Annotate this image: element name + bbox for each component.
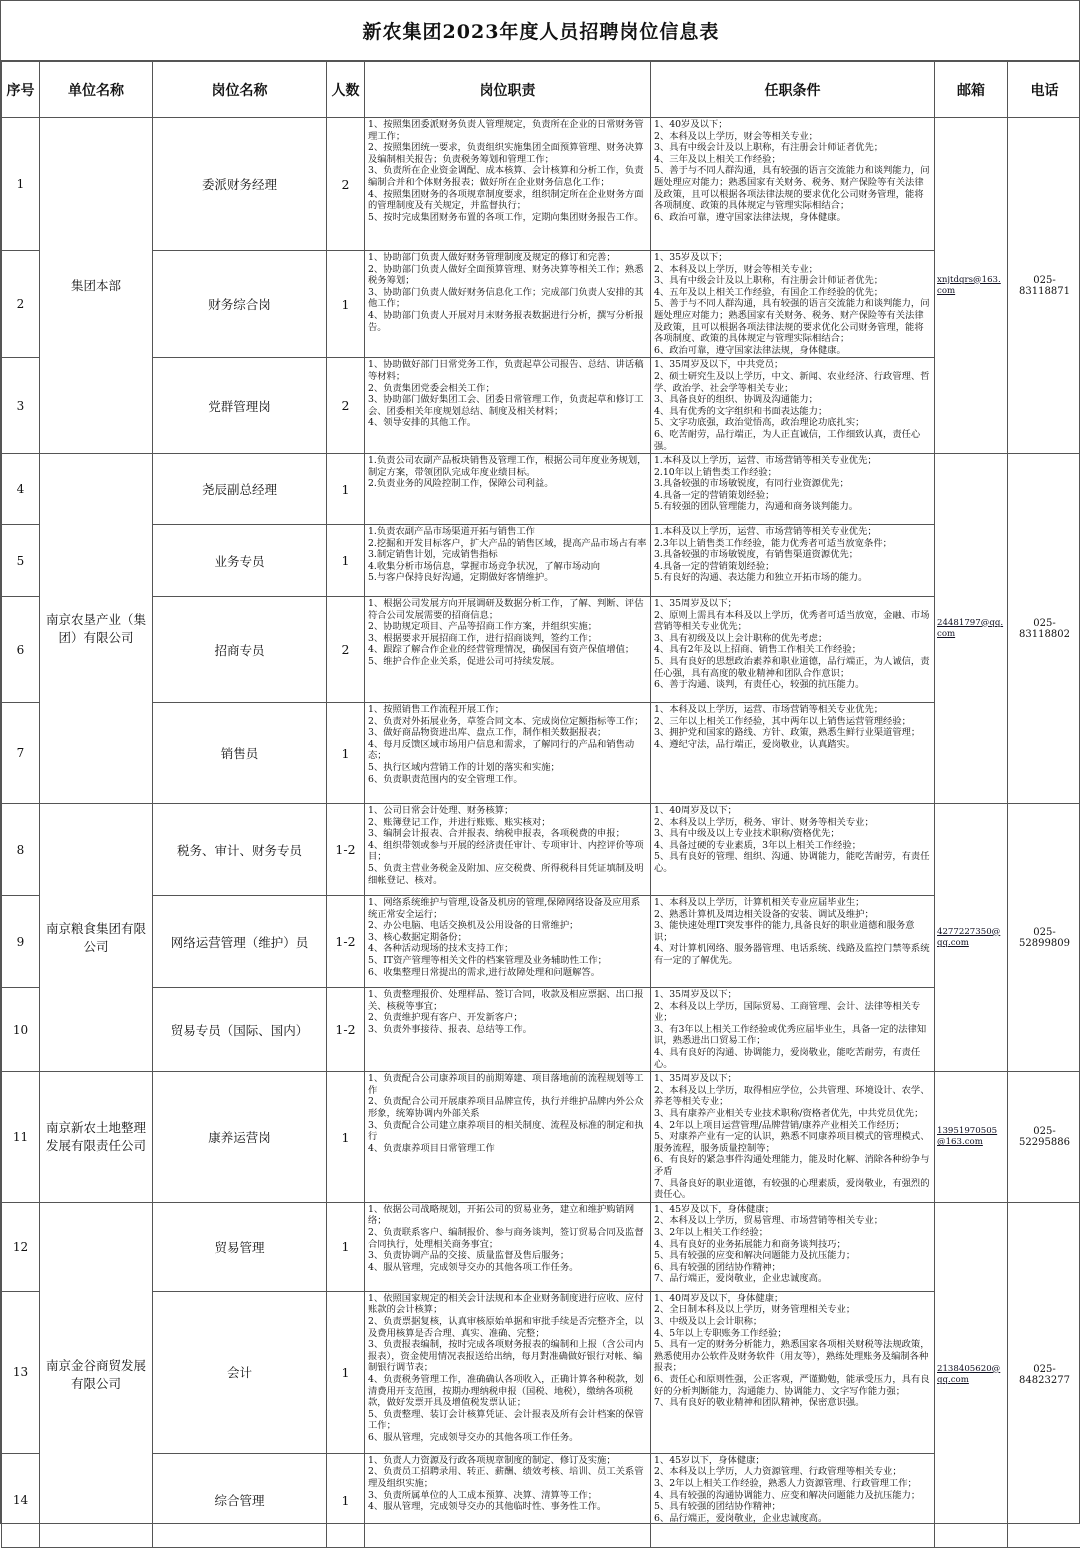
text-line: 2、本科及以上学历，税务、审计、财务等相关专业； <box>654 817 931 829</box>
text-line: 2、本科及以上学历，贸易管理、市场营销等相关专业； <box>654 1215 931 1227</box>
text-line: 1、35周岁及以下； <box>654 989 931 1001</box>
phone-cell: 025-83118871 <box>1008 118 1080 454</box>
text-line: 7、品行端正，爱岗敬业，企业忠诚度高。 <box>654 1273 931 1285</box>
text-line: 4.具备一定的营销策划经验； <box>654 561 931 573</box>
email-cell <box>935 454 1008 804</box>
duties-cell <box>365 1072 651 1203</box>
head-count: 1 <box>327 1291 365 1453</box>
unit-name: 南京金谷商贸发展有限公司 <box>40 1202 153 1547</box>
text-line: 4、遵纪守法，品行端正，爱岗敬业，认真踏实。 <box>654 739 931 751</box>
position-name: 会计 <box>153 1291 327 1453</box>
text-line: 5、执行区域内营销工作的计划的落实和实施； <box>368 762 647 774</box>
table-row <box>2 251 1080 358</box>
header-unit: 单位名称 <box>40 62 153 118</box>
head-count: 2 <box>327 118 365 251</box>
requirements-cell <box>651 703 935 804</box>
duties-cell <box>365 896 651 988</box>
head-count: 1 <box>327 1072 365 1203</box>
duties-cell <box>365 251 651 358</box>
position-name: 党群管理岗 <box>153 358 327 454</box>
duties-cell <box>365 988 651 1072</box>
row-index: 2 <box>2 251 40 358</box>
email-cell <box>935 118 1008 454</box>
text-line: 4、5年以上专职账务工作经验； <box>654 1328 931 1340</box>
text-line: 3、负责协调产品的交接、质量监督及售后服务； <box>368 1250 647 1262</box>
text-line: 6、服从管理，完成领导交办的其他各项工作任务。 <box>368 1432 647 1444</box>
text-line: 1、公司日常会计处理、财务核算； <box>368 805 647 817</box>
text-line: 5、具有较强的应变和解决问题能力及抗压能力； <box>654 1250 931 1262</box>
position-name: 招商专员 <box>153 597 327 703</box>
text-line: 6、吃苦耐劳，品行端正，为人正直诚信，工作细致认真，责任心强。 <box>654 429 931 452</box>
table-row <box>2 1291 1080 1453</box>
text-line: 2、账簿登记工作，并进行账账、账实核对； <box>368 817 647 829</box>
text-line: 1、40周岁及以下； <box>654 805 931 817</box>
text-line: 2、协助规定项目、产品等招商工作方案，并组织实施； <box>368 621 647 633</box>
text-line: 1.负责公司农副产品板块销售及管理工作，根据公司年度业务规划，制定方案，带领团队完成年度业绩目标。 <box>368 455 647 478</box>
text-line: 3、负责外事接待、报表、总结等工作。 <box>368 1024 647 1036</box>
text-line: 7、具备良好的职业道德，有较强的心理素质，爱岗敬业，有强烈的责任心。 <box>654 1178 931 1201</box>
table-row <box>2 1202 1080 1291</box>
table-row <box>2 804 1080 896</box>
text-line: 3、负责报表编制，按时完成各项财务报表的编制和上报（含公司内报表），资金使用情况表报送给出纳，每月對准确做好银行对帐、编制银行调节表； <box>368 1339 647 1374</box>
requirements-cell <box>651 896 935 988</box>
requirements-cell <box>651 804 935 896</box>
text-line: 3、根据要求开展招商工作，进行招商谈判，签约工作； <box>368 633 647 645</box>
text-line: 5、按时完成集团财务布置的各项工作，定期向集团财务报告工作。 <box>368 212 647 224</box>
requirements-cell <box>651 251 935 358</box>
text-line: 2、三年以上相关工作经验，其中两年以上销售运营管理经验； <box>654 716 931 728</box>
row-index: 9 <box>2 896 40 988</box>
text-line: 3、负责配合公司建立康养项目的相关制度、流程及标准的制定和执行 <box>368 1120 647 1143</box>
requirements-cell <box>651 1291 935 1453</box>
text-line: 3、2年以上相关工作经验； <box>654 1227 931 1239</box>
text-line: 3、负责所属单位的人工成本预算、决算、清算等工作； <box>368 1490 647 1502</box>
row-index: 12 <box>2 1202 40 1291</box>
header-email: 邮箱 <box>935 62 1008 118</box>
text-line: 4、服从管理，完成领导交办的其他临时性、事务性工作。 <box>368 1501 647 1513</box>
header-phone: 电话 <box>1008 62 1080 118</box>
text-line: 4、对计算机网络、服务器管理、电话系统、线路及监控门禁等系统有一定的了解优先。 <box>654 943 931 966</box>
text-line: 5、负责主营业务税金及附加、应交税费、所得税科目凭证填制及明细帐登记、核对。 <box>368 863 647 886</box>
table-header-row <box>2 62 1080 118</box>
text-line: 5、具有较强的团结协作精神； <box>654 1501 931 1513</box>
text-line: 5、具有一定的财务分析能力，熟悉国家各项相关财税等法规政策，熟悉使用办公软件及财务软件（用友等），熟练处理账务及编制各种报表； <box>654 1339 931 1374</box>
header-index: 序号 <box>2 62 40 118</box>
text-line: 4、按照集团财务的各项规章制度要求，组织制定所在企业财务方面的管理制度及有关规定，并监督执行； <box>368 189 647 212</box>
requirements-cell <box>651 118 935 251</box>
text-line: 3、核心数据定期备份； <box>368 932 647 944</box>
text-line: 1、本科及以上学历，计算机相关专业应届毕业生； <box>654 897 931 909</box>
text-line: 6、有良好的紧急事件沟通处理能力，能及时化解、消除各种纷争与矛盾 <box>654 1154 931 1177</box>
text-line: 1、按照集团委派财务负责人管理规定，负责所在企业的日常财务管理工作； <box>368 119 647 142</box>
text-line: 2、本科及以上学历，取得相应学位，公共管理、环境设计、农学、养老等相关专业； <box>654 1085 931 1108</box>
text-line: 2、负责对外拓展业务，草签合同文本、完成岗位定额指标等工作； <box>368 716 647 728</box>
text-line: 4、具备过硬的专业素质，3年以上相关工作经验； <box>654 840 931 852</box>
text-line: 4、具有较强的沟通协调能力、应变和解决问题能力及抗压能力； <box>654 1490 931 1502</box>
requirements-cell <box>651 988 935 1072</box>
text-line: 4、具有良好的沟通、协调能力，爱岗敬业，能吃苦耐劳，有责任心。 <box>654 1047 931 1070</box>
duties-cell <box>365 1291 651 1453</box>
duties-cell <box>365 358 651 454</box>
text-line: 2、负责票据复核，认真审核原始单据和审批手续是否完整齐全，以及费用核算是否合理、真实、准确、完整； <box>368 1316 647 1339</box>
unit-name: 南京粮食集团有限公司 <box>40 804 153 1072</box>
text-line: 5、具有良好的管理、组织、沟通、协调能力，能吃苦耐劳，有责任心。 <box>654 851 931 874</box>
text-line: 1、35周岁及以下，中共党员； <box>654 359 931 371</box>
table-row <box>2 703 1080 804</box>
text-line: 1、按照销售工作流程开展工作； <box>368 704 647 716</box>
text-line: 1.本科及以上学历，运营、市场营销等相关专业优先； <box>654 455 931 467</box>
text-line: 3、2年以上相关工作经验，熟悉人力资源管理、行政管理工作； <box>654 1478 931 1490</box>
text-line: 1、依据公司战略规划，开拓公司的贸易业务，建立和维护购销网络； <box>368 1204 647 1227</box>
text-line: 2、全日制本科及以上学历，财务管理相关专业； <box>654 1304 931 1316</box>
text-line: 5.有较强的团队管理能力，沟通和商务谈判能力。 <box>654 501 931 513</box>
text-line: 2、协助部门负责人做好全面预算管理、财务决算等相关工作；熟悉税务筹划； <box>368 264 647 287</box>
text-line: 2、本科及以上学历，财会等相关专业； <box>654 131 931 143</box>
table-row <box>2 454 1080 525</box>
position-name: 税务、审计、财务专员 <box>153 804 327 896</box>
text-line: 5、对康养产业有一定的认识，熟悉不同康养项目模式的管理模式、服务流程，服务质量控制等； <box>654 1131 931 1154</box>
text-line: 2、按照集团统一要求，负责组织实施集团全面预算管理、财务决算及编制相关报告；负责税务筹划和管理工作； <box>368 142 647 165</box>
text-line: 2、负责员工招聘录用、转正、薪酬、绩效考核、培训、员工关系管理及组织实施； <box>368 1466 647 1489</box>
row-index: 13 <box>2 1291 40 1453</box>
email-cell <box>935 1072 1008 1203</box>
text-line: 3、负责所在企业资金调配、成本核算、会计核算和分析工作，负责编制合并和个体财务报表；做好所在企业财务信息化工作； <box>368 165 647 188</box>
text-line: 4、具有良好的业务拓展能力和商务谈判技巧； <box>654 1239 931 1251</box>
head-count: 2 <box>327 597 365 703</box>
phone-cell: 025-52899809 <box>1008 804 1080 1072</box>
duties-cell <box>365 454 651 525</box>
head-count: 1 <box>327 1453 365 1547</box>
text-line: 6、责任心和原则性强，公正客观，严谨勤勉，能承受压力，具有良好的分析判断能力，沟通能力、协调能力、文字写作能力强； <box>654 1374 931 1397</box>
table-row <box>2 988 1080 1072</box>
text-line: 4、具有2年及以上招商、销售工作相关工作经验； <box>654 644 931 656</box>
text-line: 2、负责联系客户、编制报价、参与商务谈判，签订贸易合同及监督合同执行，处理相关商务事宜； <box>368 1227 647 1250</box>
text-line: 4、组织带领或参与开展的经济责任审计、专项审计、内控评价等项目； <box>368 840 647 863</box>
head-count: 1-2 <box>327 804 365 896</box>
requirements-cell <box>651 525 935 597</box>
text-line: 5.有良好的沟通、表达能力和独立开拓市场的能力。 <box>654 572 931 584</box>
requirements-cell <box>651 597 935 703</box>
position-name: 贸易管理 <box>153 1202 327 1291</box>
text-line: 6、善于沟通、谈判，有责任心，较强的抗压能力。 <box>654 679 931 691</box>
text-line: 2、本科及以上学历，财会等相关专业； <box>654 264 931 276</box>
text-line: 3、具备良好的组织、协调及沟通能力； <box>654 394 931 406</box>
header-position: 岗位名称 <box>153 62 327 118</box>
text-line: 5、IT资产管理等相关文件的档案管理及业务辅助性工作； <box>368 955 647 967</box>
text-line: 3、具有初级及以上会计职称的优先考虑； <box>654 633 931 645</box>
header-requirements: 任职条件 <box>651 62 935 118</box>
phone-cell: 025-84823277 <box>1008 1202 1080 1547</box>
email-cell <box>935 1202 1008 1547</box>
text-line: 3、协助部门负责人做好财务信息化工作；完成部门负责人安排的其他工作； <box>368 287 647 310</box>
requirements-cell <box>651 1202 935 1291</box>
text-line: 3、具有中级及以上专业技术职称/资格优先； <box>654 828 931 840</box>
row-index: 11 <box>2 1072 40 1203</box>
text-line: 4、服从管理，完成领导交办的其他各项工作任务。 <box>368 1262 647 1274</box>
table-row <box>2 896 1080 988</box>
duties-cell <box>365 525 651 597</box>
text-line: 3、中级及以上会计职称； <box>654 1316 931 1328</box>
text-line: 1、35周岁及以下； <box>654 1073 931 1085</box>
text-line: 1、45岁及以下，身体健康； <box>654 1204 931 1216</box>
text-line: 3、具有中级会计及以上职称，有注册会计师证者优先； <box>654 142 931 154</box>
table-row <box>2 1072 1080 1203</box>
text-line: 6、政治可靠，遵守国家法律法规，身体健康。 <box>654 212 931 224</box>
head-count: 1 <box>327 454 365 525</box>
text-line: 2、负责配合公司开展康养项目品牌宣传，执行并维护品牌内外公众形象，统筹协调内外部关系 <box>368 1096 647 1119</box>
text-line: 3、能快速处理IT突发事件的能力,具备良好的职业道德和服务意识； <box>654 920 931 943</box>
position-name: 财务综合岗 <box>153 251 327 358</box>
text-line: 2.3年以上销售类工作经验，能力优秀者可适当放宽条件； <box>654 538 931 550</box>
text-line: 2、本科及以上学历，人力资源管理、行政管理等相关专业； <box>654 1466 931 1478</box>
position-name: 综合管理 <box>153 1453 327 1547</box>
text-line: 1、负责人力资源及行政各项规章制度的制定、修订及实施； <box>368 1455 647 1467</box>
position-name: 网络运营管理（维护）员 <box>153 896 327 988</box>
text-line: 2、硕士研究生及以上学历，中文、新闻、农业经济、行政管理、哲学、政治学、社会学等相关专业； <box>654 371 931 394</box>
text-line: 4.具备一定的营销策划经验； <box>654 490 931 502</box>
text-line: 3、协助部门做好集团工会、团委日常管理工作，负责起草和修订工会、团委相关年度规划总结、制度及相关材料； <box>368 394 647 417</box>
page-title: 新农集团2023年度人员招聘岗位信息表 <box>1 1 1080 61</box>
text-line: 5、文字功底强，政治觉悟高，政治理论功底扎实； <box>654 417 931 429</box>
text-line: 4、负责康养项目日常管理工作 <box>368 1143 647 1155</box>
table-row <box>2 525 1080 597</box>
text-line: 2.负责业务的风险控制工作，保障公司利益。 <box>368 478 647 490</box>
text-line: 3、拥护党和国家的路线、方针、政策，熟悉生鲜行业渠道管理； <box>654 727 931 739</box>
text-line: 2、负责集团党委会相关工作； <box>368 383 647 395</box>
head-count: 1-2 <box>327 896 365 988</box>
row-index: 4 <box>2 454 40 525</box>
text-line: 5、善于与不同人群沟通，具有较强的语言交流能力和谈判能力，问题处理应对能力；熟悉国家有关财务、税务、财产保险等有关法律及政策，且可以根据各项法律法规的要求优化公司财务管理，能将各项制度、政策的具体规定与管理实际相结合； <box>654 165 931 211</box>
row-index: 8 <box>2 804 40 896</box>
row-index: 6 <box>2 597 40 703</box>
position-name: 贸易专员（国际、国内） <box>153 988 327 1072</box>
row-index: 3 <box>2 358 40 454</box>
text-line: 4、2年以上项目运营管理/品牌营销/康养产业相关工作经历； <box>654 1120 931 1132</box>
row-index: 14 <box>2 1453 40 1547</box>
text-line: 4、跟踪了解合作企业的经营管理情况，确保国有资产保值增值； <box>368 644 647 656</box>
text-line: 1、本科及以上学历，运营、市场营销等相关专业优先； <box>654 704 931 716</box>
text-line: 3.制定销售计划，完成销售指标 <box>368 549 647 561</box>
email-cell <box>935 804 1008 1072</box>
text-line: 5、负责整理、装订会计核算凭证、会计报表及所有会计档案的保管工作； <box>368 1409 647 1432</box>
text-line: 2、本科及以上学历，国际贸易、工商管理、会计、法律等相关专业； <box>654 1001 931 1024</box>
text-line: 5、善于与不同人群沟通，具有较强的语言交流能力和谈判能力，问题处理应对能力；熟悉国家有关财务、税务、财产保险等有关法律及政策，且可以根据各项法律法规的要求优化公司财务管理，能将各项制度、政策的具体规定与管理实际相结合； <box>654 298 931 344</box>
text-line: 3.具备较强的市场敏锐度，有销售渠道资源优先； <box>654 549 931 561</box>
head-count: 2 <box>327 358 365 454</box>
text-line: 3、具有中级会计及以上职称，有注册会计师证者优先； <box>654 275 931 287</box>
row-index: 10 <box>2 988 40 1072</box>
head-count: 1 <box>327 251 365 358</box>
header-count: 人数 <box>327 62 365 118</box>
text-line: 4、领导安排的其他工作。 <box>368 417 647 429</box>
text-line: 3、编制会计报表、合并报表、纳税申报表，各项税费的申报； <box>368 828 647 840</box>
text-line: 2、办公电脑、电话交换机及公用设备的日常维护； <box>368 920 647 932</box>
text-line: 4、各种活动现场的技术支持工作； <box>368 943 647 955</box>
row-index: 7 <box>2 703 40 804</box>
phone-cell: 025-83118802 <box>1008 454 1080 804</box>
duties-cell <box>365 804 651 896</box>
requirements-cell <box>651 358 935 454</box>
table-row <box>2 597 1080 703</box>
row-index: 5 <box>2 525 40 597</box>
text-line: 6、品行端正，爱岗敬业，企业忠诚度高。 <box>654 1513 931 1525</box>
text-line: 4、具有优秀的文字组织和书面表达能力； <box>654 406 931 418</box>
email-link[interactable]: xnjtdqrs@163.com <box>937 275 1001 296</box>
header-duties: 岗位职责 <box>365 62 651 118</box>
text-line: 6、负责职责范围内的安全管理工作。 <box>368 774 647 786</box>
text-line: 2.挖掘和开发目标客户，扩大产品的销售区域，提高产品市场占有率 <box>368 538 647 550</box>
requirements-cell <box>651 1072 935 1203</box>
email-link[interactable]: 2138405620@qq.com <box>937 1364 1000 1385</box>
text-line: 1、负责整理报价、处理样品、签订合同，收款及相应票据、出口报关、核税等事宜； <box>368 989 647 1012</box>
text-line: 1.本科及以上学历，运营、市场营销等相关专业优先； <box>654 526 931 538</box>
text-line: 4.收集分析市场信息，掌握市场竞争状况，了解市场动向 <box>368 561 647 573</box>
text-line: 1、协助做好部门日常党务工作，负责起草公司报告、总结、讲话稿等材料； <box>368 359 647 382</box>
text-line: 6、收集整理日常提出的需求,进行故障处理和问题解答。 <box>368 967 647 979</box>
position-name: 康养运营岗 <box>153 1072 327 1203</box>
text-line: 1、40周岁及以下，身体健康； <box>654 1293 931 1305</box>
position-name: 销售员 <box>153 703 327 804</box>
text-line: 3、具有康养产业相关专业技术职称/资格者优先，中共党员优先； <box>654 1108 931 1120</box>
text-line: 4、负责税务管理工作，准确确认各项收入，正确计算各种税款，划清费用开支范围，按期办理纳税申报（国税、地税），缴纳各项税款，做好发票开具及增值税发票认证； <box>368 1374 647 1409</box>
duties-cell <box>365 1453 651 1547</box>
head-count: 1 <box>327 525 365 597</box>
email-link[interactable]: 4277227350@qq.com <box>937 927 1000 948</box>
text-line: 1、协助部门负责人做好财务管理制度及规定的修订和完善； <box>368 252 647 264</box>
duties-cell <box>365 703 651 804</box>
text-line: 6、具有较强的团结协作精神； <box>654 1262 931 1274</box>
duties-cell <box>365 118 651 251</box>
head-count: 1 <box>327 1202 365 1291</box>
phone-cell: 025-52295886 <box>1008 1072 1080 1203</box>
row-index: 1 <box>2 118 40 251</box>
text-line: 6、政治可靠，遵守国家法律法规，身体健康。 <box>654 345 931 357</box>
text-line: 5.与客户保持良好沟通，定期做好客情维护。 <box>368 572 647 584</box>
text-line: 1、45岁以下，身体健康； <box>654 1455 931 1467</box>
position-name: 委派财务经理 <box>153 118 327 251</box>
text-line: 5、具有良好的思想政治素养和职业道德，品行端正，为人诚信，责任心强，具有高度的敬业精神和团队合作意识； <box>654 656 931 679</box>
text-line: 2、熟悉计算机及周边相关设备的安装、调试及维护； <box>654 909 931 921</box>
text-line: 4、三年及以上相关工作经验； <box>654 154 931 166</box>
text-line: 4、五年及以上相关工作经验，有国企工作经验的优先； <box>654 287 931 299</box>
head-count: 1 <box>327 703 365 804</box>
text-line: 4、协助部门负责人开展对月末财务报表数据进行分析，撰写分析报告。 <box>368 310 647 333</box>
text-line: 1、负责配合公司康养项目的前期筹建、项目落地前的流程规划等工作 <box>368 1073 647 1096</box>
text-line: 1、40岁及以下； <box>654 119 931 131</box>
text-line: 7、具有良好的敬业精神和团队精神，保密意识强。 <box>654 1397 931 1409</box>
text-line: 1、依照国家规定的相关会计法规和本企业财务制度进行应收、应付账款的会计核算； <box>368 1293 647 1316</box>
text-line: 3、做好商品物资进出库、盘点工作，制作相关数据报表； <box>368 727 647 739</box>
text-line: 2、负责维护现有客户、开发新客户； <box>368 1012 647 1024</box>
table-row <box>2 118 1080 251</box>
requirements-cell <box>651 1453 935 1547</box>
text-line: 5、维护合作企业关系，促进公司可持续发展。 <box>368 656 647 668</box>
unit-name: 南京新农土地整理发展有限责任公司 <box>40 1072 153 1203</box>
text-line: 1、35岁及以下； <box>654 252 931 264</box>
table-row <box>2 358 1080 454</box>
email-link[interactable]: 13951970505@163.com <box>937 1126 997 1147</box>
text-line: 2、原则上需具有本科及以上学历，优秀者可适当放宽，金融、市场营销等相关专业优先； <box>654 610 931 633</box>
position-name: 尧辰副总经理 <box>153 454 327 525</box>
text-line: 4、每月反馈区域市场用户信息和需求，了解同行的产品和销售动态； <box>368 739 647 762</box>
text-line: 1、35周岁及以下； <box>654 598 931 610</box>
text-line: 3、有3年以上相关工作经验或优秀应届毕业生，具备一定的法律知识，熟悉进出口贸易工作； <box>654 1024 931 1047</box>
unit-name: 集团本部 <box>40 118 153 454</box>
duties-cell <box>365 1202 651 1291</box>
email-link[interactable]: 24481797@qq.com <box>937 618 1003 639</box>
recruitment-table <box>1 61 1080 1548</box>
duties-cell <box>365 597 651 703</box>
table-row <box>2 1453 1080 1547</box>
text-line: 3.具备较强的市场敏锐度，有同行业资源优先； <box>654 478 931 490</box>
unit-name: 南京农垦产业（集团）有限公司 <box>40 454 153 804</box>
position-name: 业务专员 <box>153 525 327 597</box>
text-line: 1、根据公司发展方向开展调研及数据分析工作，了解、判断、评估符合公司发展需要的招商信息； <box>368 598 647 621</box>
text-line: 2.10年以上销售类工作经验； <box>654 467 931 479</box>
requirements-cell <box>651 454 935 525</box>
text-line: 1、网络系统维护与管理,设备及机房的管理,保障网络设备及应用系统正常安全运行； <box>368 897 647 920</box>
head-count: 1-2 <box>327 988 365 1072</box>
text-line: 1.负责农副产品市场渠道开拓与销售工作 <box>368 526 647 538</box>
